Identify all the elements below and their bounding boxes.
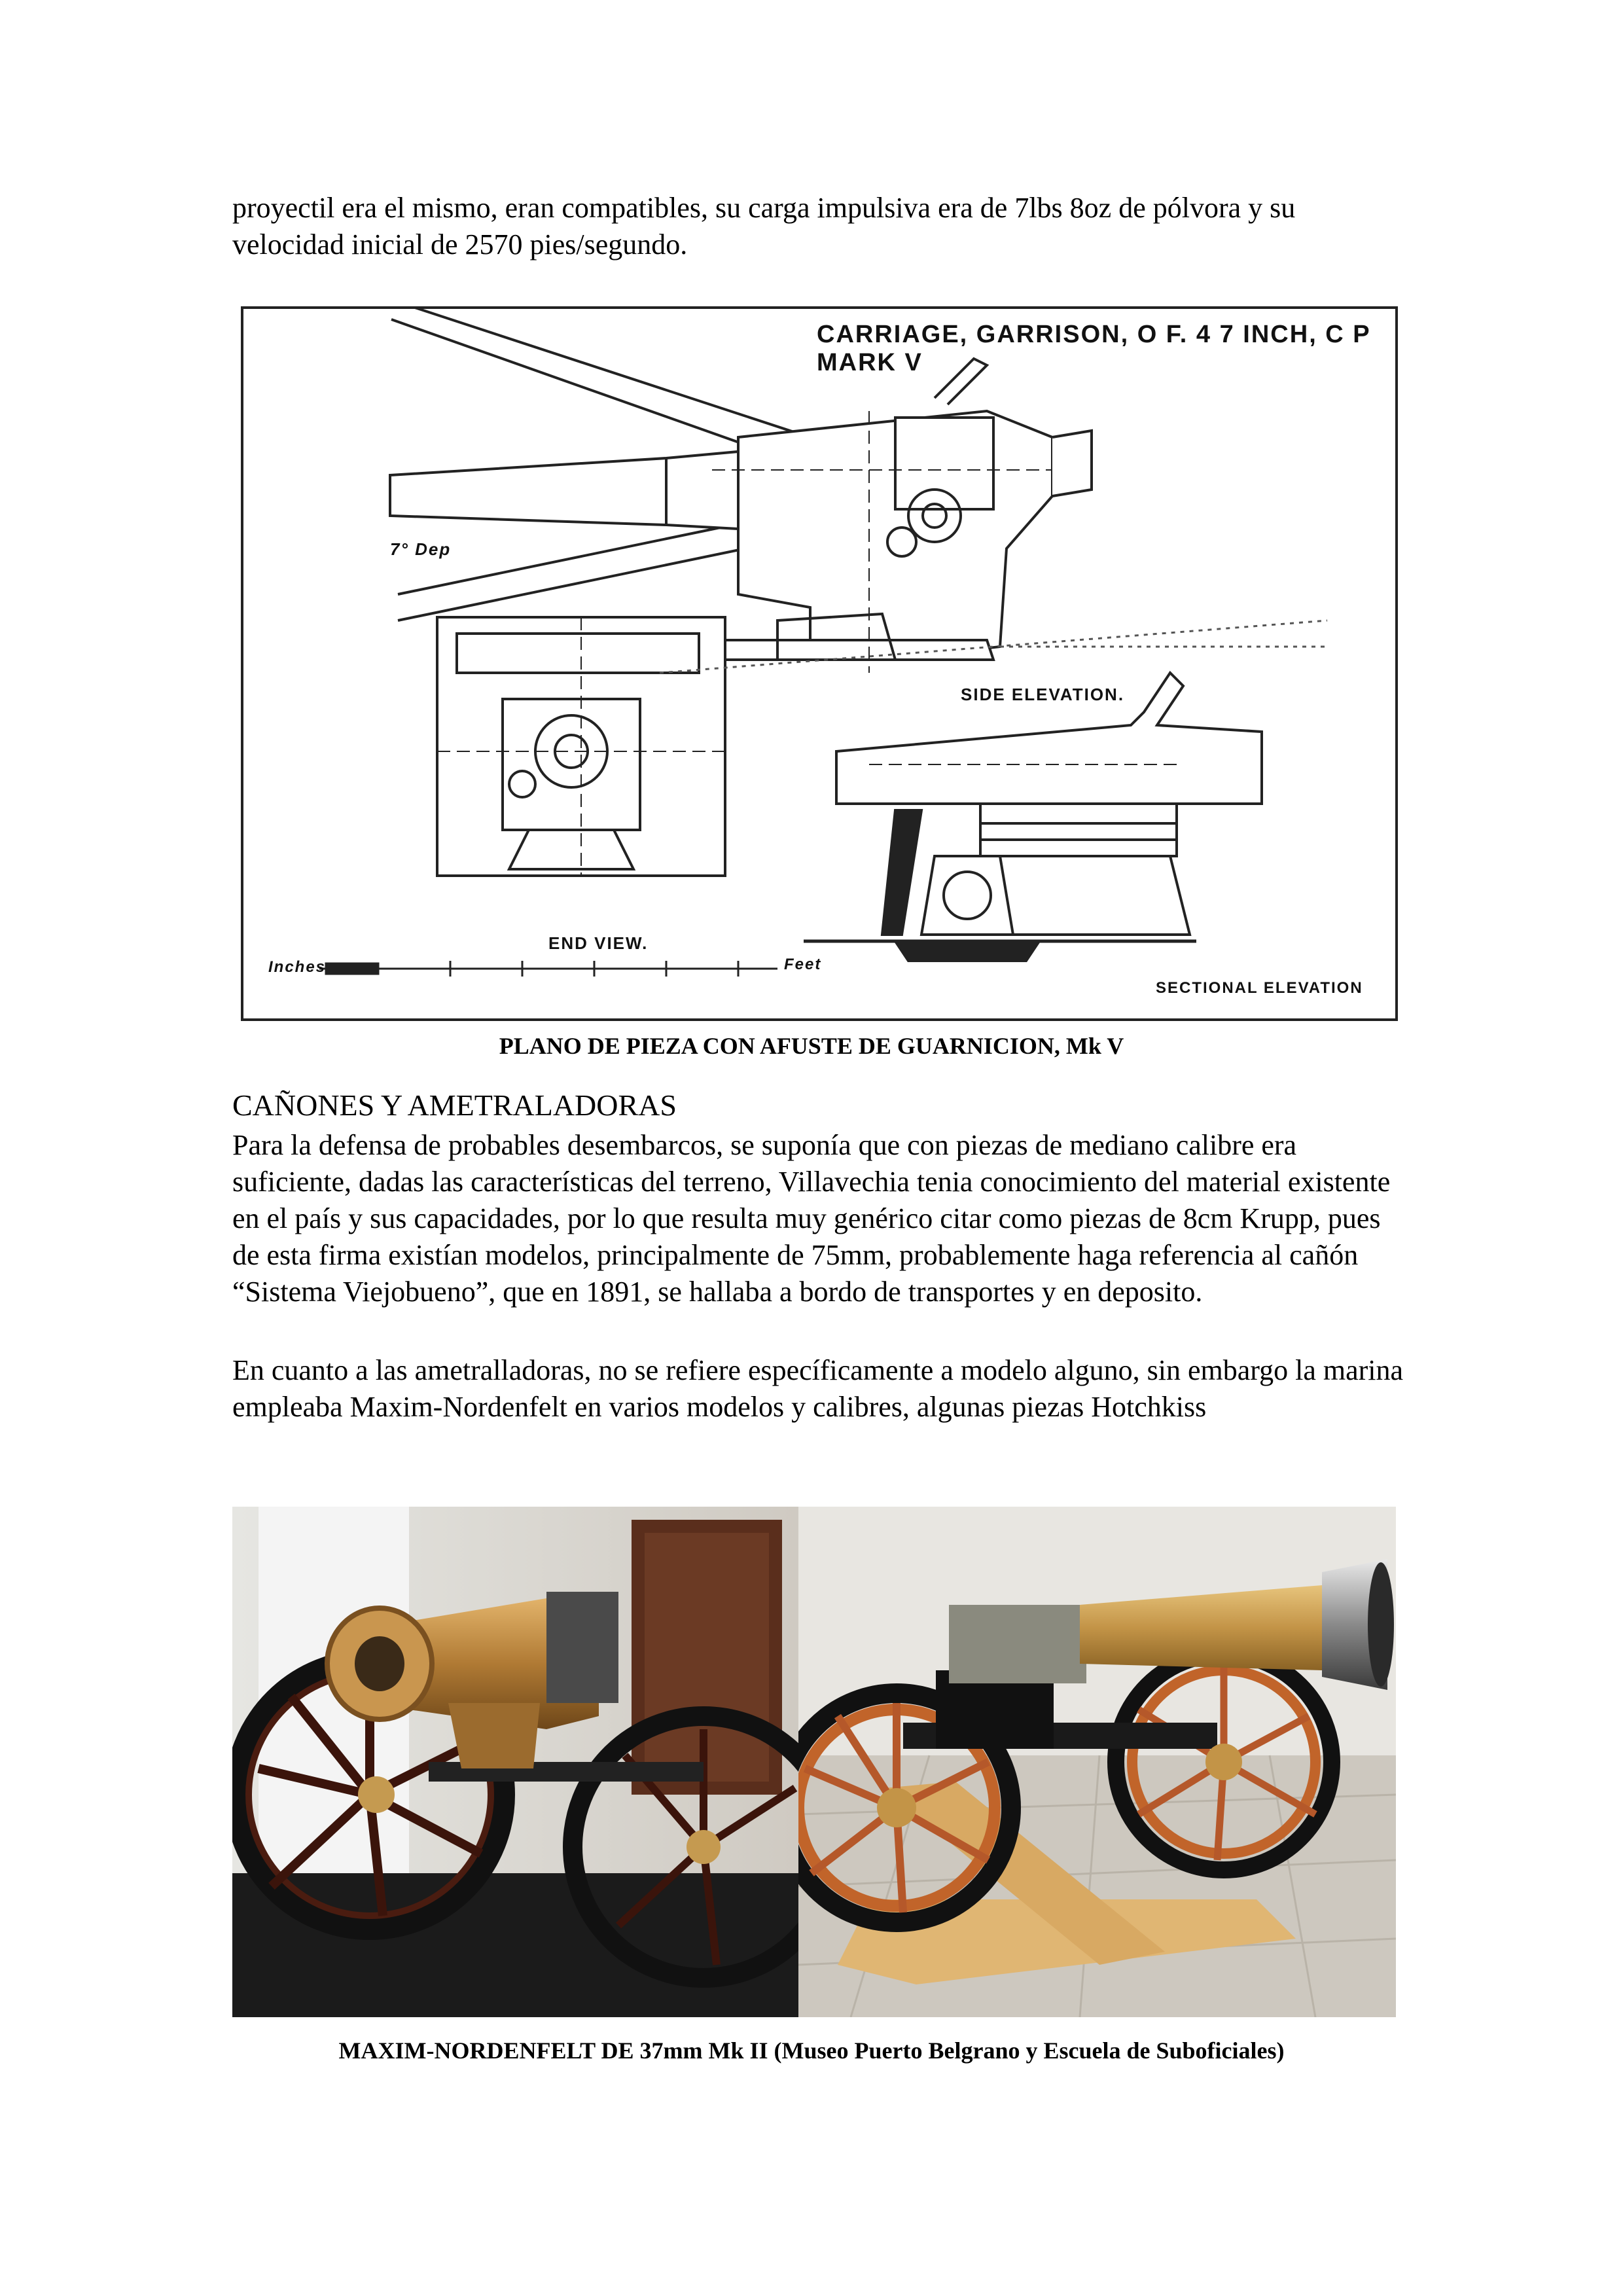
drawing-label-sectional-elevation: SECTIONAL ELEVATION <box>1156 979 1363 997</box>
drawing-label-dep: 7° Dep <box>390 539 452 559</box>
drawing-caption: PLANO DE PIEZA CON AFUSTE DE GUARNICION, Mk V <box>499 1033 1124 1059</box>
photos-caption: MAXIM-NORDENFELT DE 37mm Mk II (Museo Puerto Belgrano y Escuela de Suboficiales) <box>338 2037 1285 2064</box>
drawing-label-feet: Feet <box>784 956 822 973</box>
body-paragraph-1: Para la defensa de probables desembarcos, se suponía que con piezas de mediano calibre era suficiente, dadas las características del terreno, Villavechia tenia conocimiento del material existente en el país y sus capacidades, por lo que resulta muy genérico citar como piezas de 8cm Krupp, pues de esta firma existían modelos, principalmente de 75mm, probablemente haga referencia al cañón “Sistema Viejobueno”, que en 1891, se hallaba a bordo de transportes y en deposito. <box>232 1129 1391 1308</box>
section-heading: CAÑONES Y AMETRALADORAS <box>232 1088 677 1122</box>
body-paragraph-2: En cuanto a las ametralladoras, no se refiere específicamente a modelo alguno, sin embargo la marina empleaba Maxim-Nordenfelt en varios modelos y calibres, algunas piezas Hotchkiss <box>232 1354 1404 1423</box>
drawing-label-end-view: END VIEW. <box>548 933 649 953</box>
drawing-label-inches: Inches <box>268 958 327 976</box>
photo-left-svg <box>232 1507 798 2017</box>
photo-maxim-nordenfelt-escuela <box>798 1507 1396 2017</box>
intro-paragraph: proyectil era el mismo, eran compatibles, su carga impulsiva era de 7lbs 8oz de pólvora y su velocidad inicial de 2570 pies/segundo. <box>232 192 1296 260</box>
technical-drawing-svg <box>241 306 1398 1021</box>
drawing-title: CARRIAGE, GARRISON, O F. 4 7 INCH, C P MARK V <box>817 321 1370 376</box>
photo-maxim-nordenfelt-museum <box>232 1507 798 2017</box>
drawing-label-side-elevation: SIDE ELEVATION. <box>961 685 1125 704</box>
gun-carriage-technical-drawing <box>241 306 1398 1021</box>
photo-right-svg <box>798 1507 1396 2017</box>
